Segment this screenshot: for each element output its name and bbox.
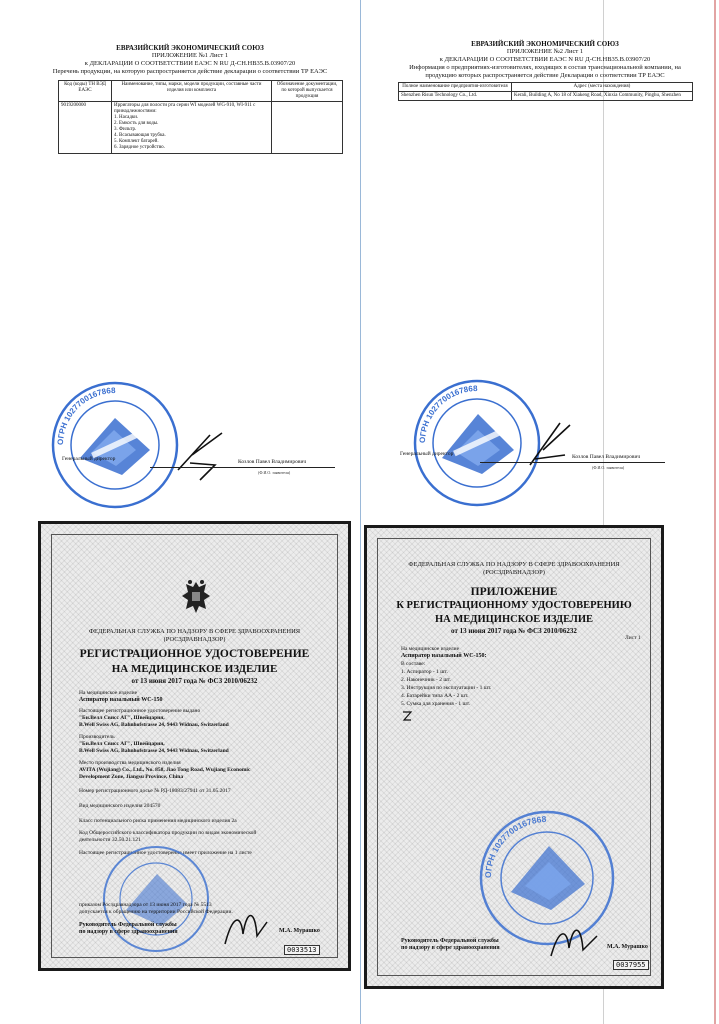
list-item: 2. Емкость для воды. <box>114 121 159 126</box>
list-item: 3. Фильтр. <box>114 127 137 132</box>
decl1-ref: к ДЕКЛАРАЦИИ О СООТВЕТСТВИИ ЕАЭС N RU Д-CH.НВ35.В.03907/20 <box>84 60 296 67</box>
table-row <box>59 102 343 154</box>
table-row <box>399 92 693 101</box>
list-item: 4. Батарейки типа АА - 2 шт. <box>401 693 469 699</box>
cert1-head-title-2: по надзору в сфере здравоохранения <box>79 929 178 935</box>
cert1-place-label: Место производства медицинского изделия <box>79 760 181 766</box>
cert1-maker-label: Производитель <box>79 734 115 740</box>
right-signer-caption: (Ф.И.О. заявителя) <box>592 465 625 470</box>
cert1-okp: Код Общероссийского классификатора продукции по видам экономической <box>79 830 257 836</box>
signature-mark-icon <box>525 415 575 475</box>
cert2-title-3: НА МЕДИЦИНСКОЕ ИЗДЕЛИЕ <box>434 614 594 625</box>
signature-mark-icon <box>221 904 271 949</box>
cert1-agency: ФЕДЕРАЛЬНАЯ СЛУЖБА ПО НАДЗОРУ В СФЕРЕ ЗДРАВООХРАНЕНИЯ <box>88 628 301 635</box>
cert1-order: приказом Росздравнадзора от 13 июня 2017 года № 5513 <box>79 902 212 908</box>
cert2-head-title: Руководитель Федеральной службы <box>401 938 499 944</box>
decl1-col-code: Код (коды) ТН ВЭД ЕАЭС <box>59 81 112 102</box>
cert1-agency-short: (РОСЗДРАВНАДЗОР) <box>163 636 226 643</box>
cert2-serial: 0037955 <box>613 960 649 970</box>
decl2-header <box>395 40 695 80</box>
decl2-appendix: ПРИЛОЖЕНИЕ №2 Лист 1 <box>506 48 584 55</box>
decl1-row-items <box>112 102 272 154</box>
seal-text-ogrn: ОГРН 1027700167868 <box>417 383 478 444</box>
decl2-col-name: Полное наименование предприятия-изготовителя <box>399 83 512 92</box>
cert1-title-2: НА МЕДИЦИНСКОЕ ИЗДЕЛИЕ <box>111 663 278 675</box>
right-signer-name: Козлов Павел Владимирович <box>572 454 641 460</box>
list-item: 1. Насадки. <box>114 115 139 120</box>
list-item: Ирригаторы для полости рта серии WI моделей WG-910, WI-911 с принадлежностями: <box>114 103 256 114</box>
cert2-title-2: К РЕГИСТРАЦИОННОМУ УДОСТОВЕРЕНИЮ <box>396 600 632 611</box>
page-fold-line <box>360 0 361 1024</box>
decl1-description: Перечень продукции, на которую распространяется действие декларации о соответствии ТР ЕАЭС <box>52 68 328 75</box>
decl1-row-docs <box>272 102 343 154</box>
certificate-appendix <box>364 525 664 989</box>
cert2-title: ПРИЛОЖЕНИЕ <box>470 586 558 598</box>
cert2-agency: ФЕДЕРАЛЬНАЯ СЛУЖБА ПО НАДЗОРУ В СФЕРЕ ЗДРАВООХРАНЕНИЯ <box>408 561 620 568</box>
cert1-holder-label: Настоящее регистрационное удостоверение выдано <box>79 708 201 714</box>
list-item: 6. Зарядное устройство. <box>114 145 165 150</box>
decl1-header <box>40 44 340 76</box>
decl2-table <box>398 82 693 101</box>
decl1-appendix: ПРИЛОЖЕНИЕ №1 Лист 1 <box>151 52 229 59</box>
list-item: 2. Наконечник - 2 шт. <box>401 677 451 683</box>
left-signature-line <box>150 467 335 468</box>
left-signer-caption: (Ф.И.О. заявителя) <box>258 470 291 475</box>
cert1-signer: М.А. Мурашко <box>279 928 320 934</box>
decl2-ref: к ДЕКЛАРАЦИИ О СООТВЕТСТВИИ ЕАЭС N RU Д-CH.НВ35.В.03907/20 <box>439 56 651 63</box>
cert1-holder-address: B.Well Swiss AG, Bahnhofstrasse 24, 9443 Widnau, Switzerland <box>79 722 229 728</box>
cert2-sheet: Лист 1 <box>625 635 641 641</box>
cert2-contents-label: В составе: <box>401 661 426 667</box>
left-signer-role: Генеральный директор <box>62 456 116 462</box>
decl1-col-name: Наименование, типы, марки, модели продукции, составные части изделия или комплекта <box>112 81 272 102</box>
cert2-device-name: Аспиратор назальный WC-150: <box>401 653 487 659</box>
cert1-serial: 0033513 <box>284 945 320 955</box>
cert1-order-2: допускается к обращению на территории Российской Федерации. <box>79 909 233 915</box>
cert1-holder: "Би.Велл Свисс АГ", Швейцария, <box>79 715 165 721</box>
decl2-description-1: Информация о предприятиях-изготовителях, входящих в состав транснациональной компании, на <box>409 64 681 71</box>
cert2-device-label: На медицинское изделие <box>401 646 460 652</box>
round-stamp-icon <box>412 378 542 508</box>
list-item: 1. Аспиратор - 1 шт. <box>401 669 448 675</box>
list-item: 4. Всасывающая трубка. <box>114 133 166 138</box>
list-item: 5. Комплект батарей. <box>114 139 159 144</box>
cert2-agency-short: (РОСЗДРАВНАДЗОР) <box>483 569 545 576</box>
scan-red-edge <box>714 0 716 1024</box>
round-stamp-icon <box>101 844 211 954</box>
decl2-col-address: Адрес (места нахождения) <box>512 83 693 92</box>
left-signer-name: Козлов Павел Владимирович <box>238 459 307 465</box>
cert1-date-number: от 13 июня 2017 года № ФСЗ 2010/06232 <box>131 677 258 685</box>
cert2-date-number: от 13 июня 2017 года № ФСЗ 2010/06232 <box>451 627 577 635</box>
decl1-table <box>58 80 343 154</box>
cert1-maker-address: B.Well Swiss AG, Bahnhofstrasse 24, 9443 Widnau, Switzerland <box>79 748 229 754</box>
round-stamp-icon <box>50 380 180 510</box>
decl1-union: ЕВРАЗИЙСКИЙ ЭКОНОМИЧЕСКИЙ СОЮЗ <box>116 44 264 52</box>
list-item: 5. Сумка для хранения - 1 шт. <box>401 701 471 707</box>
decl1-row-code: 9019200000 <box>59 102 112 154</box>
cert1-appendix-note: Настоящее регистрационное удостоверение имеет приложение на 1 листе <box>79 850 252 856</box>
decl2-row-address: Kerali, Building A, No 18 of Xiakeng Road, Xinxia Community, Pinghu, Shenzhen <box>512 92 693 101</box>
cert2-signer: М.А. Мурашко <box>607 944 648 950</box>
cert1-head-title: Руководитель Федеральной службы <box>79 922 177 928</box>
cert1-title: РЕГИСТРАЦИОННОЕ УДОСТОВЕРЕНИЕ <box>79 648 310 660</box>
cert1-risk-class: Класс потенциального риска применения медицинского изделия 2а <box>79 818 237 824</box>
seal-text-ogrn: ОГРН 1027700167868 <box>482 813 547 879</box>
cert1-device-label: На медицинское изделие <box>79 690 138 696</box>
table-header-row <box>59 81 343 102</box>
signature-mark-icon <box>401 710 413 722</box>
decl2-union: ЕВРАЗИЙСКИЙ ЭКОНОМИЧЕСКИЙ СОЮЗ <box>471 40 619 48</box>
russian-emblem-icon <box>179 578 213 616</box>
decl1-col-docs: Обозначение документации, по которой выпускается продукция <box>272 81 343 102</box>
cert1-place-2: Development Zone, Jiangsu Province, China <box>79 774 184 780</box>
seal-text-ogrn: ОГРН 1027700167868 <box>55 385 116 446</box>
signature-mark-icon <box>170 425 230 485</box>
list-item: 3. Инструкция по эксплуатации - 1 шт. <box>401 685 492 691</box>
cert1-okp-code: деятельности 32.50.21.121 <box>79 837 141 843</box>
cert1-place: AVITA (Wujiang) Co., Ltd., No. 858, Jiao Tong Road, Wujiang Economic <box>79 767 251 773</box>
table-header-row <box>399 83 693 92</box>
cert1-dossier: Номер регистрационного досье № РД-18083/27941 от 31.05.2017 <box>79 788 231 794</box>
right-signer-role: Генеральный директор <box>400 451 454 457</box>
cert2-head-title-2: по надзору в сфере здравоохранения <box>401 945 500 951</box>
decl2-description-2: продукцию которых распространяется действие Декларации о соответствии ТР ЕАЭС <box>425 72 665 79</box>
cert1-maker: "Би.Велл Свисс АГ", Швейцария, <box>79 741 165 747</box>
registration-certificate <box>38 521 351 971</box>
right-signature-line <box>480 462 665 463</box>
decl2-row-name: Shenzhen Risun Technology Co., Ltd. <box>399 92 512 101</box>
cert1-kind: Вид медицинского изделия 204570 <box>79 803 161 809</box>
cert1-device-name: Аспиратор назальный WC-150 <box>79 697 163 703</box>
signature-mark-icon <box>547 920 602 960</box>
